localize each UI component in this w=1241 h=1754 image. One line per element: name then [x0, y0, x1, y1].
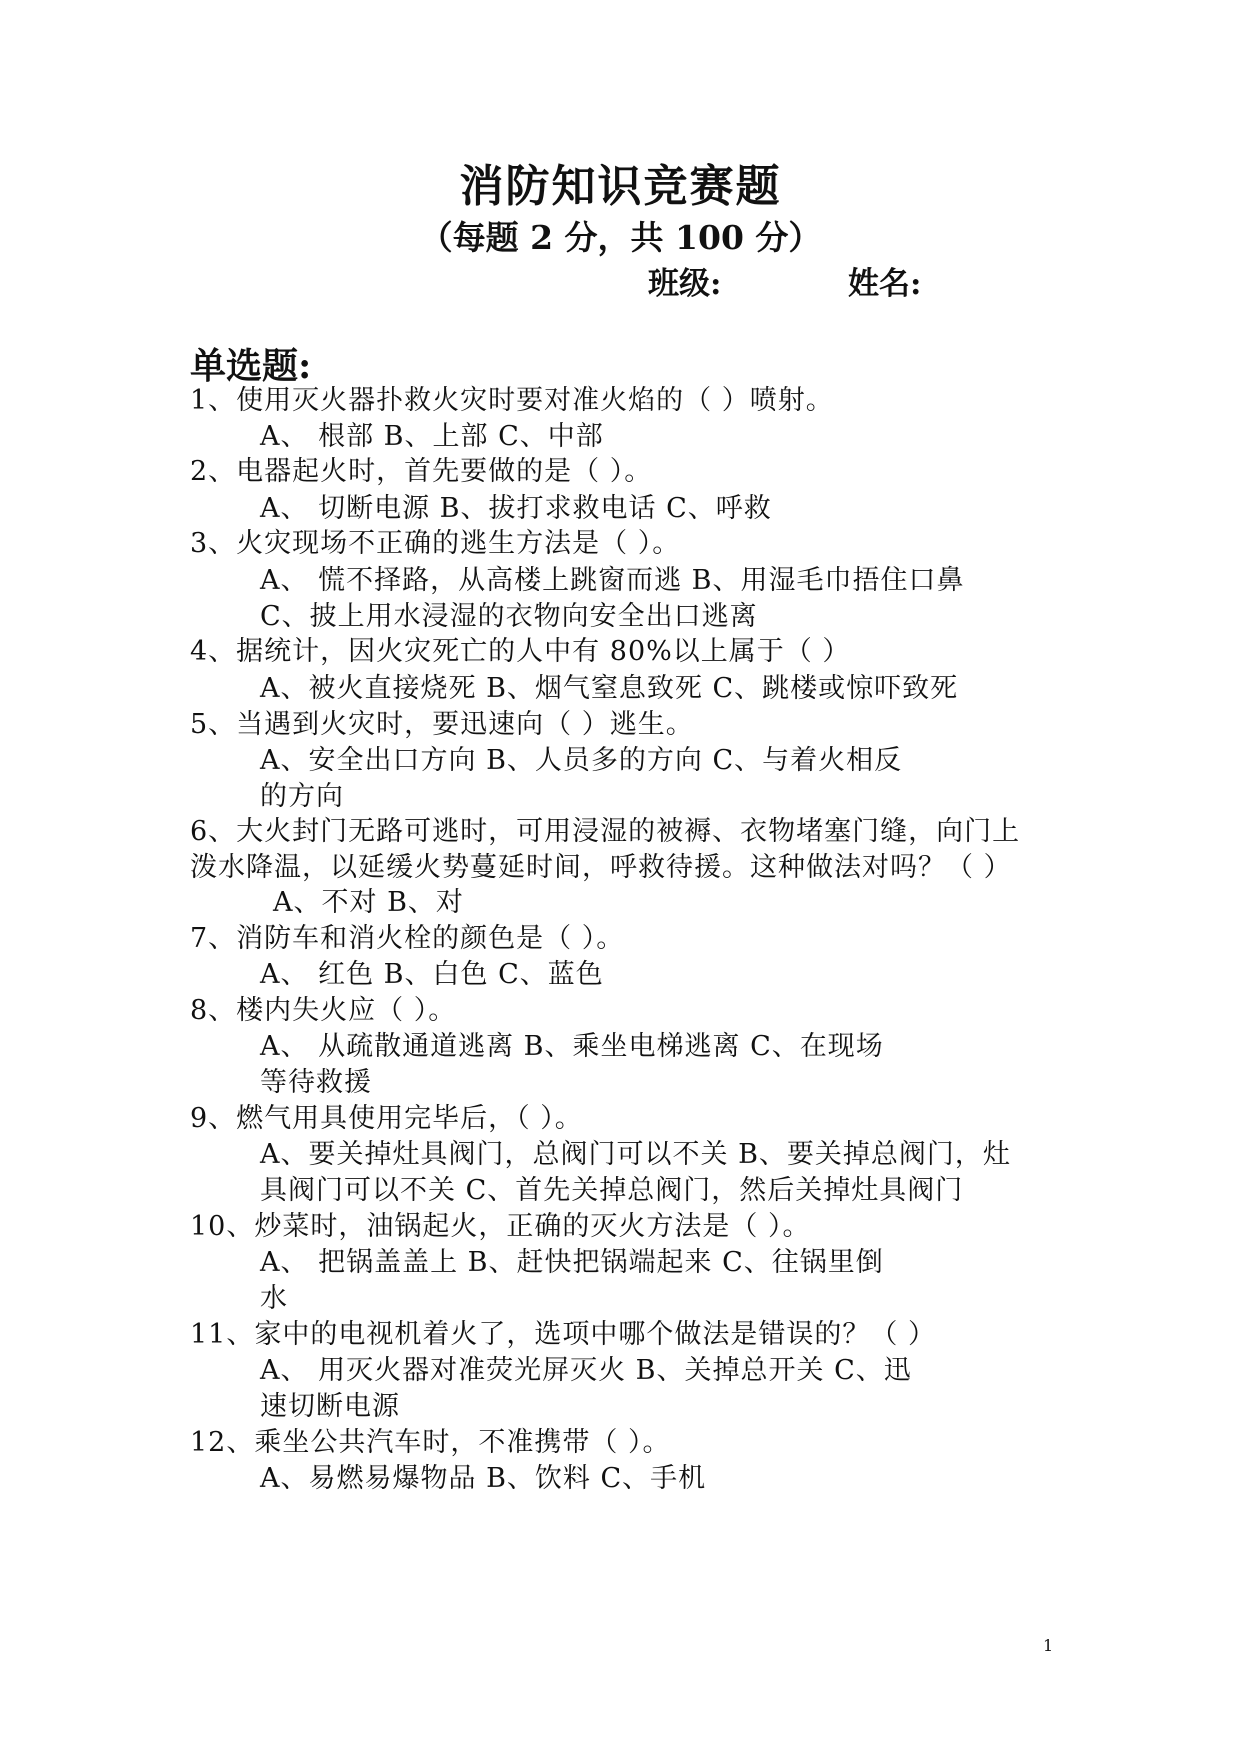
question-text: 7、消防车和消火栓的颜色是（ ）。: [190, 923, 625, 954]
question-text: 12、乘坐公共汽车时，不准携带（ ）。: [190, 1427, 671, 1458]
question-text: 1、使用灭火器扑救火灾时要对准火焰的（ ）喷射。: [190, 385, 834, 416]
name-label: 姓名:: [848, 266, 922, 302]
question-options: 具阀门可以不关 C、首先关掉总阀门，然后关掉灶具阀门: [260, 1175, 964, 1206]
question-options: A、 慌不择路，从高楼上跳窗而逃 B、用湿毛巾捂住口鼻: [260, 565, 965, 596]
question-text: 4、据统计，因火灾死亡的人中有 80%以上属于（ ）: [190, 636, 851, 667]
section-title: 单选题:: [190, 345, 312, 387]
question-options: A、 切断电源 B、拔打求救电话 C、呼救: [260, 493, 772, 524]
question-options: A、安全出口方向 B、人员多的方向 C、与着火相反: [260, 745, 903, 776]
question-options: 水: [260, 1283, 288, 1314]
page-title: 消防知识竞赛题: [459, 161, 782, 212]
question-options: A、 用灭火器对准荧光屏灭火 B、关掉总开关 C、迅: [260, 1355, 912, 1386]
question-options: 速切断电源: [260, 1391, 400, 1422]
question-text: 11、家中的电视机着火了，选项中哪个做法是错误的？（ ）: [190, 1319, 936, 1350]
question-text: 2、电器起火时，首先要做的是（ ）。: [190, 456, 653, 487]
question-options: A、 红色 B、白色 C、蓝色: [260, 959, 604, 990]
question-text: 8、楼内失火应（ ）。: [190, 995, 457, 1026]
question-text: 3、火灾现场不正确的逃生方法是（ ）。: [190, 528, 681, 559]
question-options: A、 根部 B、上部 C、中部: [260, 421, 604, 452]
question-text: 6、大火封门无路可逃时，可用浸湿的被褥、衣物堵塞门缝，向门上: [190, 816, 1021, 847]
question-text: 10、炒菜时，油锅起火，正确的灭火方法是（ ）。: [190, 1211, 811, 1242]
question-options: C、披上用水浸湿的衣物向安全出口逃离: [260, 601, 758, 632]
question-options: A、易燃易爆物品 B、饮料 C、手机: [260, 1463, 707, 1494]
page-number: 1: [1043, 1636, 1054, 1655]
question-options: A、不对 B、对: [273, 887, 464, 918]
class-label: 班级:: [648, 266, 722, 302]
page-subtitle: （每题 2 分，共 100 分）: [419, 218, 822, 257]
question-options: A、被火直接烧死 B、烟气窒息致死 C、跳楼或惊吓致死: [260, 673, 959, 704]
question-options: 等待救援: [260, 1067, 372, 1098]
question-text: 泼水降温，以延缓火势蔓延时间，呼救待援。这种做法对吗？（ ）: [190, 852, 1012, 883]
question-options: 的方向: [260, 781, 344, 812]
question-options: A、 从疏散通道逃离 B、乘坐电梯逃离 C、在现场: [260, 1031, 884, 1062]
question-text: 9、燃气用具使用完毕后，（ ）。: [190, 1103, 583, 1134]
question-text: 5、当遇到火灾时，要迅速向（ ）逃生。: [190, 709, 694, 740]
question-options: A、要关掉灶具阀门，总阀门可以不关 B、要关掉总阀门，灶: [260, 1139, 1011, 1170]
question-options: A、 把锅盖盖上 B、赶快把锅端起来 C、往锅里倒: [260, 1247, 884, 1278]
